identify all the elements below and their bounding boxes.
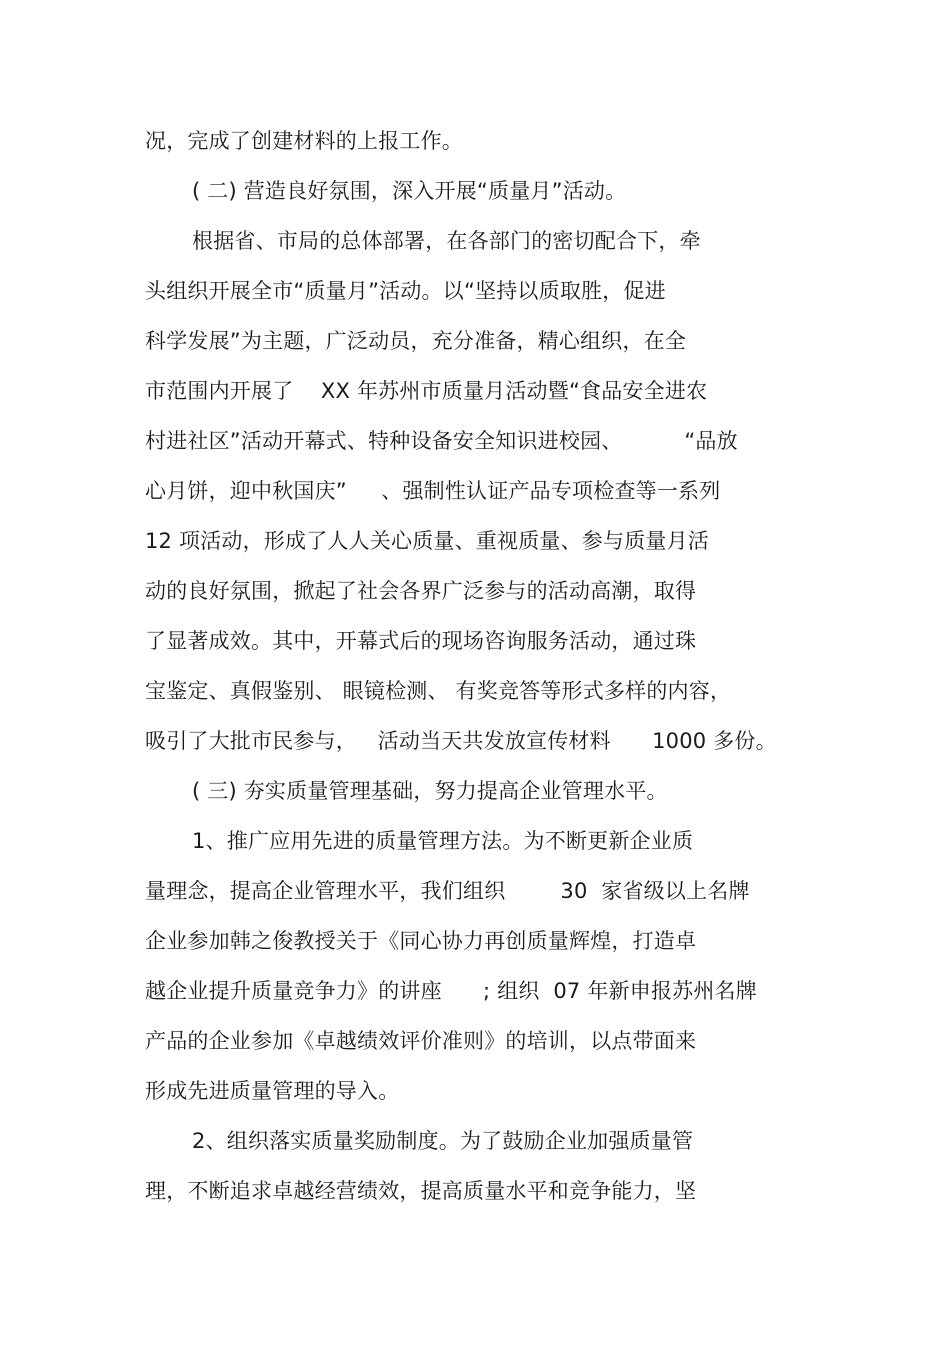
text-line: 头组织开展全市“质量月”活动。以“坚持以质取胜，促进 [145, 279, 666, 303]
text-line: 况，完成了创建材料的上报工作。 [145, 129, 463, 153]
text-line: 吸引了大批市民参与， 活动当天共发放宣传材料 1000 多份。 [145, 729, 777, 753]
text-line: 科学发展”为主题，广泛动员，充分准备，精心组织，在全 [145, 329, 687, 353]
text-line: 产品的企业参加《卓越绩效评价准则》的培训，以点带面来 [145, 1029, 697, 1053]
text-line: 根据省、市局的总体部署，在各部门的密切配合下，牵 [192, 229, 701, 253]
text-line: 1、推广应用先进的质量管理方法。为不断更新企业质 [192, 829, 694, 853]
text-line: 心月饼，迎中秋国庆” 、强制性认证产品专项检查等一系列 [145, 479, 721, 503]
text-line: 市范围内开展了 XX 年苏州市质量月活动暨“食品安全进农 [145, 379, 708, 403]
text-line: 形成先进质量管理的导入。 [145, 1079, 400, 1103]
text-line: 村进社区”活动开幕式、特种设备安全知识进校园、 “品放 [145, 429, 738, 453]
text-line: 宝鉴定、真假鉴别、 眼镜检测、 有奖竞答等形式多样的内容， [145, 679, 732, 703]
text-line: 动的良好氛围，掀起了社会各界广泛参与的活动高潮，取得 [145, 579, 697, 603]
text-line: 量理念，提高企业管理水平，我们组织 30 家省级以上名牌 [145, 879, 750, 903]
section-heading: ( 三) 夯实质量管理基础，努力提高企业管理水平。 [192, 779, 668, 803]
text-line: 2、组织落实质量奖励制度。为了鼓励企业加强质量管 [192, 1129, 694, 1153]
section-heading: ( 二) 营造良好氛围，深入开展“质量月”活动。 [192, 179, 627, 203]
text-line: 企业参加韩之俊教授关于《同心协力再创质量辉煌，打造卓 [145, 929, 697, 953]
text-line: 12 项活动，形成了人人关心质量、重视质量、参与质量月活 [145, 529, 709, 553]
text-line: 了显著成效。其中，开幕式后的现场咨询服务活动，通过珠 [145, 629, 697, 653]
text-line: 越企业提升质量竞争力》的讲座 ; 组织 07 年新申报苏州名牌 [145, 979, 757, 1003]
text-line: 理，不断追求卓越经营绩效，提高质量水平和竞争能力，坚 [145, 1179, 697, 1203]
